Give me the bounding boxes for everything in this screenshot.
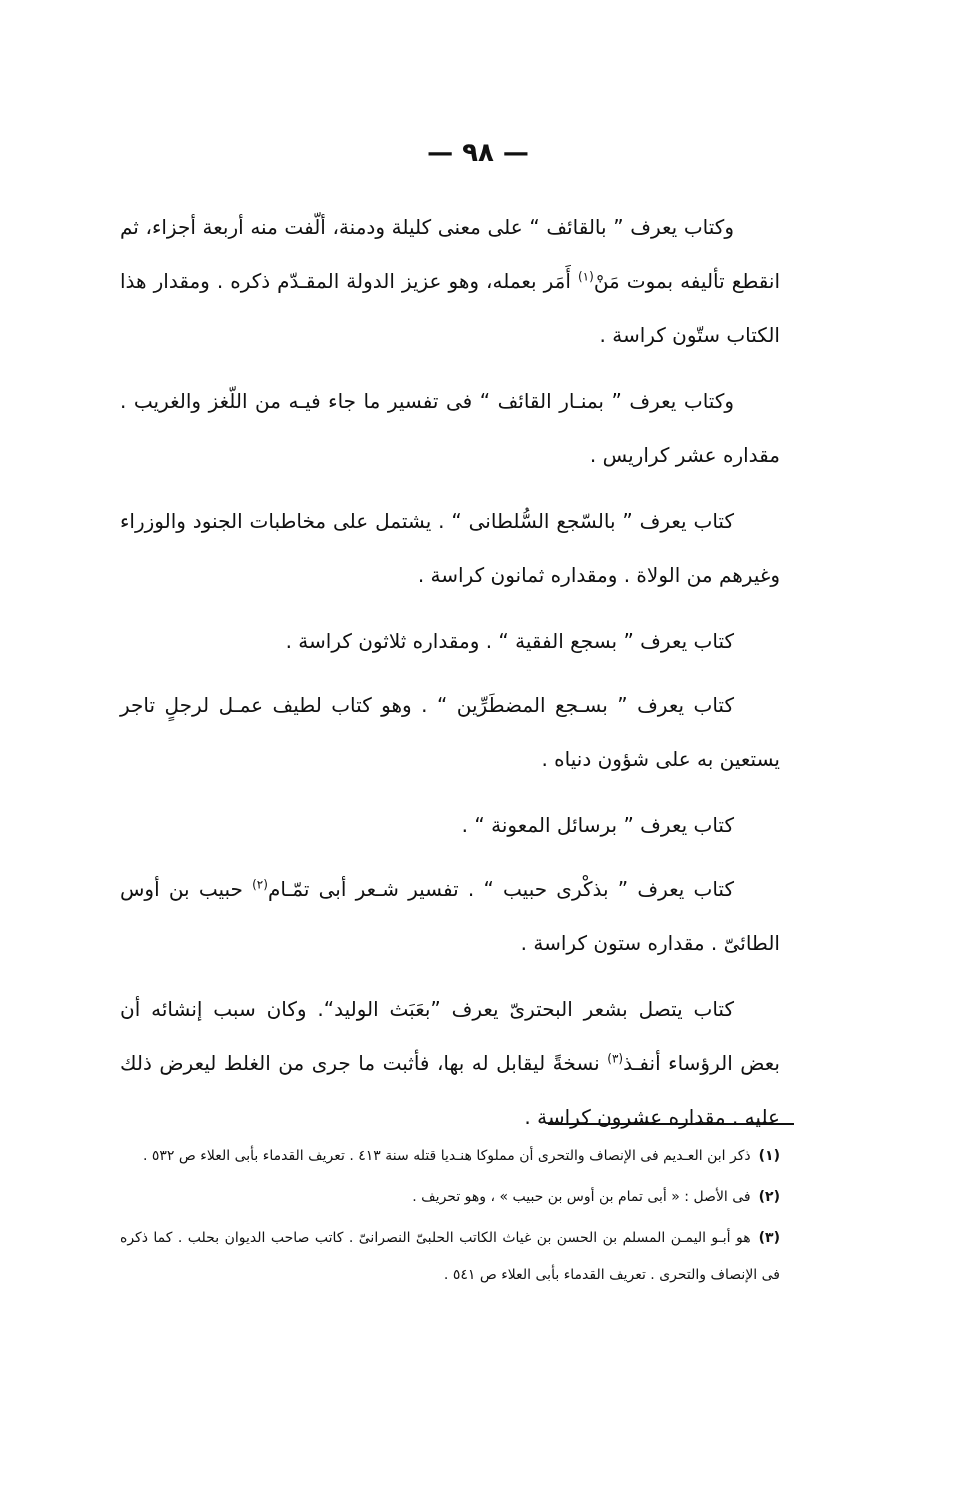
footnotes [120,1138,780,1298]
paragraph-text: كتاب يتصل بشعر البحترىّ يعرف ”بعَبَث الوليد“. وكان سبب إنشائه أن بعض الرؤساء أنفـذ [120,997,781,1075]
paragraph-saj-faqih [120,614,780,668]
paragraph-text: وكتاب يعرف ” بالقائف “ على معنى كليلة ودمنة، ألّفت منه أربعة أجزاء، ثم انقطع تأليفه بموت مَنْ [120,215,781,293]
footnote-marker: (٣) [607,1051,624,1066]
footnote-2 [120,1179,780,1216]
paragraph-abath-al-walid [120,982,780,1144]
footnote-number: (٢) [758,1189,780,1205]
footnote-number: (١) [758,1148,780,1164]
paragraph-text: كتاب يعرف ” بذكْرى حبيب “ . تفسير شـعر أبى تمّـام [267,877,734,901]
footnote-number: (٣) [758,1230,780,1246]
paragraph-dhikra-habib [120,862,780,970]
paragraph-text: كتاب يعرف ” بسجع الفقية “ . ومقداره ثلاثون كراسة . [285,629,734,653]
paragraph-text: وكتاب يعرف ” بمنـار القائف “ فى تفسير ما جاء فيـه من اللّغز والغريب . مقداره عشر كراريس . [120,389,780,467]
paragraph-text-continued: نسخةً ليقابل له بها، فأثبت ما جرى من الغلط ليعرض ذلك عليه . مقداره عشرون كراسة . [120,1051,780,1129]
footnote-text: فى الأصل : « أبى تمام بن أوس بن حبيب » ، وهو تحريف . [412,1189,751,1205]
footnote-text: هو أبـو اليمـن المسلم بن الحسن بن غياث الكاتب الحلبىّ النصرانىّ . كاتب صاحب الديوان بحلب . كما ذكره فى الإنصاف والتحرى . تعريف القدماء بأبى العلاء ص ٥٤١ . [120,1230,780,1283]
footnote-text: ذكر ابن العـديم فى الإنصاف والتحرى أن مملوكا هنـديا قتله سنة ٤١٣ . تعريف القدماء بأبى العلاء ص ٥٣٢ . [142,1148,751,1164]
paragraph-text: كتاب يعرف ” بسـجع المضطَرِّين “ . وهو كتاب لطيف عمـل لرجلٍ تاجر يستعين به على شؤون دنياه . [120,693,780,771]
footnote-marker: (١) [577,269,594,284]
footnote-1 [120,1138,780,1175]
paragraph-saj-sultani [120,494,780,602]
footnote-separator [548,1123,794,1125]
paragraph-text-continued: حبيب بن أوس الطائىّ . مقداره ستون كراسة . [120,877,780,955]
paragraph-rasail-maunah [120,798,780,852]
paragraph-qaif [120,200,780,362]
paragraph-text: كتاب يعرف ” بالسّجع السُّلطانى “ . يشتمل على مخاطبات الجنود والوزراء وغيرهم من الولاة . ومقداره ثمانون كراسة . [120,509,780,587]
paragraph-saj-mudtarrin [120,678,780,786]
page-number: — ٩٨ — [427,138,529,168]
main-text [120,200,780,1156]
footnote-marker: (٢) [252,877,268,892]
paragraph-manar-al-qaif [120,374,780,482]
paragraph-text-continued: أَمَر بعمله، وهو عزيز الدولة المقـدّم ذكره . ومقدار هذا الكتاب ستّون كراسة . [120,269,780,347]
footnote-3 [120,1220,780,1294]
paragraph-text: كتاب يعرف ” برسائل المعونة “ . [461,813,734,837]
